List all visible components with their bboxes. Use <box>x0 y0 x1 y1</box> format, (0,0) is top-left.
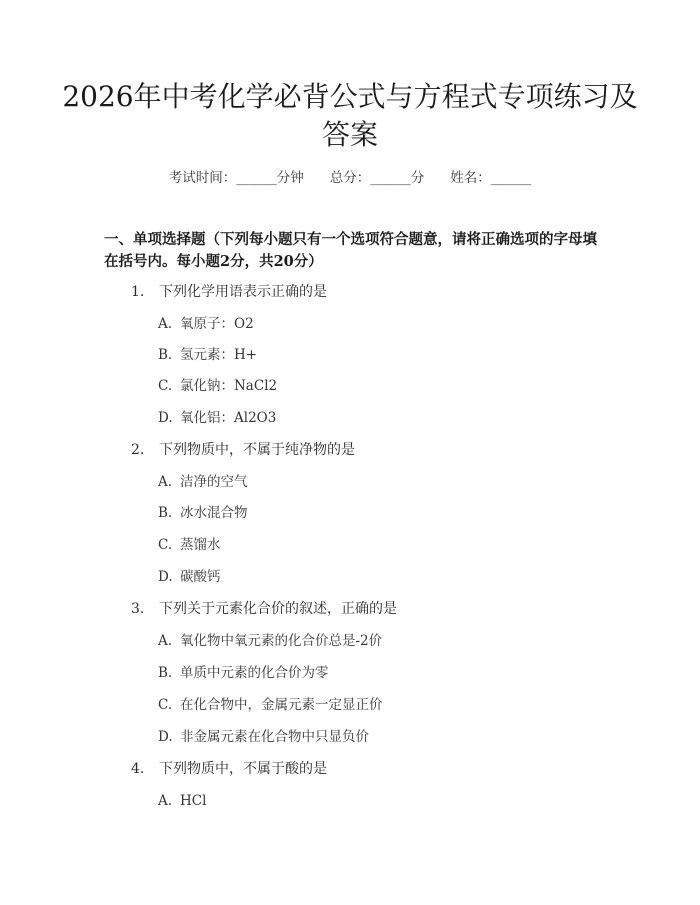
option-text: 冰水混合物 <box>180 505 248 521</box>
section-heading-single-choice: 一、单项选择题（下列每小题只有一个选项符合题意，请将正确选项的字母填在括号内。每小题2分，共20分） <box>104 231 597 270</box>
question-2-option-c <box>158 535 221 555</box>
option-letter: A. <box>158 316 173 332</box>
question-3-option-a <box>158 631 382 651</box>
question-4-option-a <box>158 791 206 811</box>
option-text: 氢元素：H+ <box>180 347 258 363</box>
total-score-field: 总分：______分 <box>329 170 425 186</box>
option-letter: A. <box>158 633 173 649</box>
option-text: 在化合物中，金属元素一定显正价 <box>180 697 383 713</box>
option-text: 氯化钠：NaCl2 <box>180 378 278 394</box>
option-text: 洁净的空气 <box>180 474 248 490</box>
option-letter: A. <box>158 793 173 809</box>
option-letter: D. <box>158 569 173 585</box>
question-1-option-c <box>158 376 277 396</box>
exam-meta-line <box>0 168 700 188</box>
option-text: 非金属元素在化合物中只显负价 <box>180 729 369 745</box>
question-1 <box>131 282 327 302</box>
option-text: 单质中元素的化合价为零 <box>180 665 329 681</box>
question-number: 1. <box>131 284 145 300</box>
option-letter: C. <box>158 537 173 553</box>
question-3-option-c <box>158 695 383 715</box>
question-2-option-d <box>158 567 221 587</box>
question-number: 3. <box>131 601 145 617</box>
student-name-field: 姓名：______ <box>450 170 532 186</box>
option-text: 氧化铝：Al2O3 <box>180 410 277 426</box>
option-letter: C. <box>158 697 173 713</box>
question-text: 下列物质中，不属于酸的是 <box>159 761 327 777</box>
question-1-option-b <box>158 345 257 365</box>
document-title: 2026年中考化学必背公式与方程式专项练习及答案 <box>62 80 638 151</box>
option-letter: B. <box>158 347 173 363</box>
question-2-option-b <box>158 503 248 523</box>
question-number: 4. <box>131 761 145 777</box>
option-letter: D. <box>158 410 173 426</box>
question-text: 下列化学用语表示正确的是 <box>159 284 327 300</box>
exam-time-field: 考试时间：______分钟 <box>168 170 304 186</box>
question-3-option-d <box>158 727 369 747</box>
question-3 <box>131 599 397 619</box>
option-text: 碳酸钙 <box>180 569 221 585</box>
option-letter: A. <box>158 474 173 490</box>
option-text: 蒸馏水 <box>180 537 221 553</box>
question-number: 2. <box>131 442 145 458</box>
question-text: 下列关于元素化合价的叙述，正确的是 <box>159 601 397 617</box>
option-text: 氧化物中氧元素的化合价总是-2价 <box>180 633 383 649</box>
question-1-option-a <box>158 314 254 334</box>
question-4 <box>131 759 327 779</box>
question-2-option-a <box>158 472 248 492</box>
question-2 <box>131 440 355 460</box>
option-letter: D. <box>158 729 173 745</box>
option-text: 氧原子：O2 <box>180 316 254 332</box>
option-letter: B. <box>158 505 173 521</box>
option-letter: C. <box>158 378 173 394</box>
option-text: HCl <box>180 793 207 809</box>
question-3-option-b <box>158 663 329 683</box>
option-letter: B. <box>158 665 173 681</box>
question-text: 下列物质中，不属于纯净物的是 <box>159 442 355 458</box>
question-1-option-d <box>158 408 276 428</box>
